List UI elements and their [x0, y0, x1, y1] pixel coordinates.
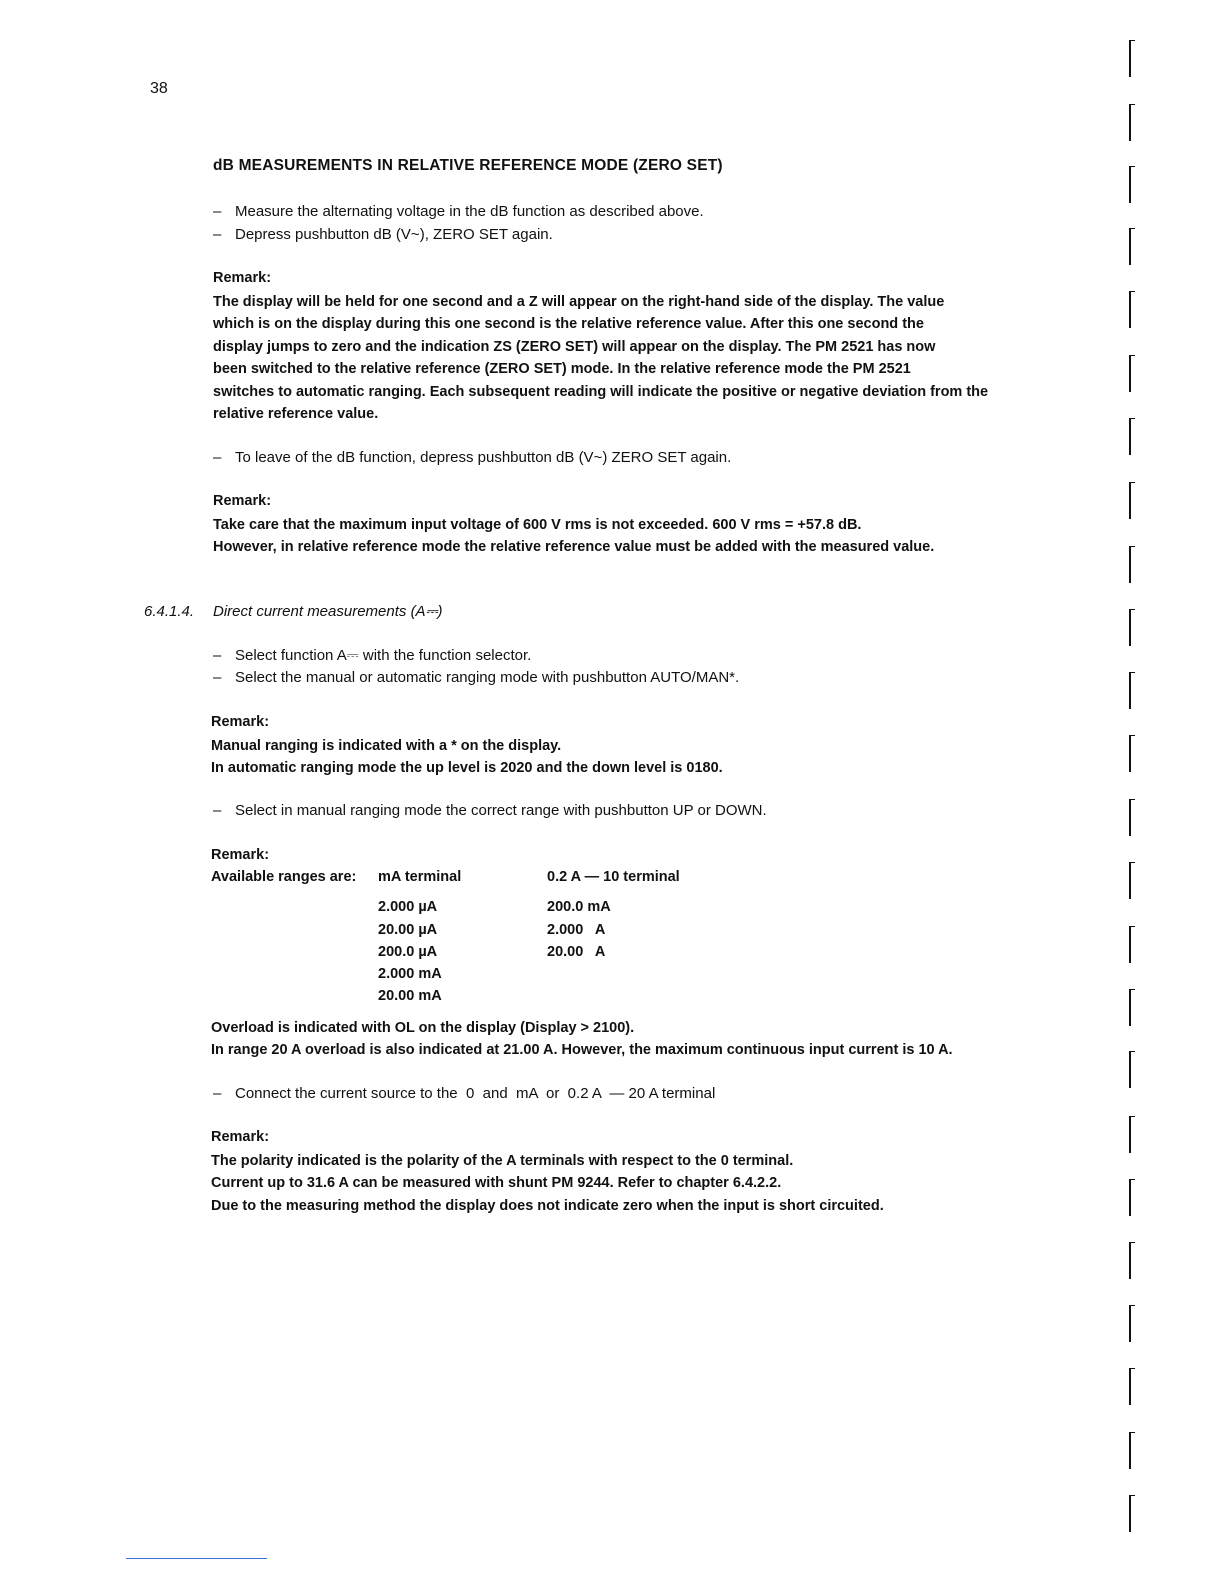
remark-line: However, in relative reference mode the relative reference value must be added with the measured value.	[213, 539, 935, 556]
binder-mark	[1129, 1495, 1135, 1532]
ma-terminal-header: mA terminal	[378, 869, 462, 885]
step-text: Connect the current source to the 0 and mA or 0.2 A — 20 A terminal	[235, 1085, 716, 1102]
remark-line: Manual ranging is indicated with a * on the display.	[211, 738, 562, 754]
dash-bullet: –	[213, 449, 222, 466]
footer-rule	[126, 1558, 267, 1559]
dash-bullet: –	[213, 203, 222, 220]
section-title-direct-current: Direct current measurements (A⎓)	[213, 603, 443, 620]
ranges-table	[378, 869, 680, 1011]
remark-label: Remark:	[211, 714, 270, 730]
binder-mark	[1129, 672, 1135, 709]
binder-mark	[1129, 1242, 1135, 1279]
table-row	[378, 899, 680, 921]
binder-mark	[1129, 166, 1135, 203]
ma-range-value: 2.000 mA	[378, 966, 442, 983]
table-row	[378, 988, 680, 1010]
binder-mark	[1129, 735, 1135, 772]
remark-paragraph-max-voltage	[213, 514, 934, 559]
remark-paragraph-polarity	[211, 1150, 884, 1217]
dash-bullet: –	[213, 802, 222, 819]
dash-bullet: –	[213, 226, 222, 243]
step-connect-source	[213, 1085, 715, 1102]
binder-mark	[1129, 228, 1135, 265]
binder-mark	[1129, 418, 1135, 455]
binder-mark	[1129, 1368, 1135, 1405]
dash-bullet: –	[213, 1085, 222, 1102]
a-range-value: 20.00 A	[547, 943, 606, 960]
overload-line: In range 20 A overload is also indicated at 21.00 A. However, the maximum continuous input current is 10 A.	[211, 1042, 953, 1059]
ma-range-value: 20.00 µA	[378, 921, 438, 938]
a-terminal-header: 0.2 A — 10 terminal	[547, 869, 680, 885]
binder-mark	[1129, 926, 1135, 963]
step-select-function	[213, 647, 531, 664]
remark-label: Remark:	[213, 493, 272, 509]
remark-line: switches to automatic ranging. Each subsequent reading will indicate the positive or negative deviation from the	[213, 383, 989, 400]
binder-mark	[1129, 1116, 1135, 1153]
remark-line: been switched to the relative reference (ZERO SET) mode. In the relative reference mode the PM 2521	[213, 361, 911, 378]
remark-line: The polarity indicated is the polarity of the A terminals with respect to the 0 terminal.	[211, 1153, 794, 1169]
remark-line: display jumps to zero and the indication ZS (ZERO SET) will appear on the display. The PM 2521 has now	[213, 338, 936, 355]
step-select-ranging-mode	[213, 669, 739, 686]
remark-line: In automatic ranging mode the up level is 2020 and the down level is 0180.	[211, 760, 723, 777]
table-row	[378, 922, 680, 944]
binder-mark	[1129, 40, 1135, 77]
page-number: 38	[150, 80, 168, 97]
remark-line: which is on the display during this one second is the relative reference value. After this one second the	[213, 316, 924, 333]
binder-mark	[1129, 104, 1135, 141]
overload-line: Overload is indicated with OL on the display (Display > 2100).	[211, 1020, 635, 1036]
remark-paragraph-ranging	[211, 735, 723, 780]
remark-line: Due to the measuring method the display does not indicate zero when the input is short circuited.	[211, 1197, 884, 1214]
ranges-header-row	[378, 869, 680, 899]
step-text: Measure the alternating voltage in the dB function as described above.	[235, 203, 704, 220]
a-range-value: 200.0 mA	[547, 899, 611, 916]
step-leave-db	[213, 449, 731, 466]
step-select-range	[213, 802, 767, 819]
ranges-label: Available ranges are:	[211, 869, 357, 885]
remark-label: Remark:	[213, 270, 272, 286]
remark-line: relative reference value.	[213, 406, 379, 423]
binder-mark	[1129, 291, 1135, 328]
remark-label: Remark:	[211, 847, 270, 863]
step-depress-zero-set	[213, 226, 553, 243]
binder-mark	[1129, 862, 1135, 899]
dash-bullet: –	[213, 647, 222, 664]
binder-mark	[1129, 799, 1135, 836]
overload-paragraph	[211, 1017, 953, 1062]
step-text: To leave of the dB function, depress pushbutton dB (V~) ZERO SET again.	[235, 449, 732, 466]
remark-paragraph-zero-set	[213, 291, 988, 425]
binder-mark	[1129, 1305, 1135, 1342]
binder-mark	[1129, 355, 1135, 392]
remark-line: The display will be held for one second and a Z will appear on the right-hand side of the display. The value	[213, 294, 945, 310]
ma-range-value: 2.000 µA	[378, 899, 438, 916]
binder-mark	[1129, 482, 1135, 519]
remark-line: Current up to 31.6 A can be measured with shunt PM 9244. Refer to chapter 6.4.2.2.	[211, 1175, 782, 1192]
binder-mark	[1129, 546, 1135, 583]
step-text: Select the manual or automatic ranging mode with pushbutton AUTO/MAN*.	[235, 669, 740, 686]
table-row	[378, 966, 680, 988]
dash-bullet: –	[213, 669, 222, 686]
binder-mark	[1129, 609, 1135, 646]
a-range-value: 2.000 A	[547, 921, 606, 938]
section-heading-db-zero-set: dB MEASUREMENTS IN RELATIVE REFERENCE MODE (ZERO SET)	[213, 157, 723, 174]
ma-range-value: 200.0 µA	[378, 943, 438, 960]
step-measure-voltage	[213, 203, 704, 220]
step-text: Select function A⎓ with the function selector.	[235, 647, 532, 664]
remark-label: Remark:	[211, 1129, 270, 1145]
binder-mark	[1129, 989, 1135, 1026]
table-row	[378, 944, 680, 966]
remark-line: Take care that the maximum input voltage of 600 V rms is not exceeded. 600 V rms = +57.8 dB.	[213, 517, 862, 533]
a-range-value	[547, 966, 680, 988]
step-text: Depress pushbutton dB (V~), ZERO SET again.	[235, 226, 553, 243]
step-text: Select in manual ranging mode the correct range with pushbutton UP or DOWN.	[235, 802, 767, 819]
binder-mark	[1129, 1179, 1135, 1216]
binder-mark	[1129, 1051, 1135, 1088]
a-range-value	[547, 988, 680, 1010]
binder-mark	[1129, 1432, 1135, 1469]
ma-range-value: 20.00 mA	[378, 988, 442, 1005]
section-number: 6.4.1.4.	[144, 603, 195, 620]
